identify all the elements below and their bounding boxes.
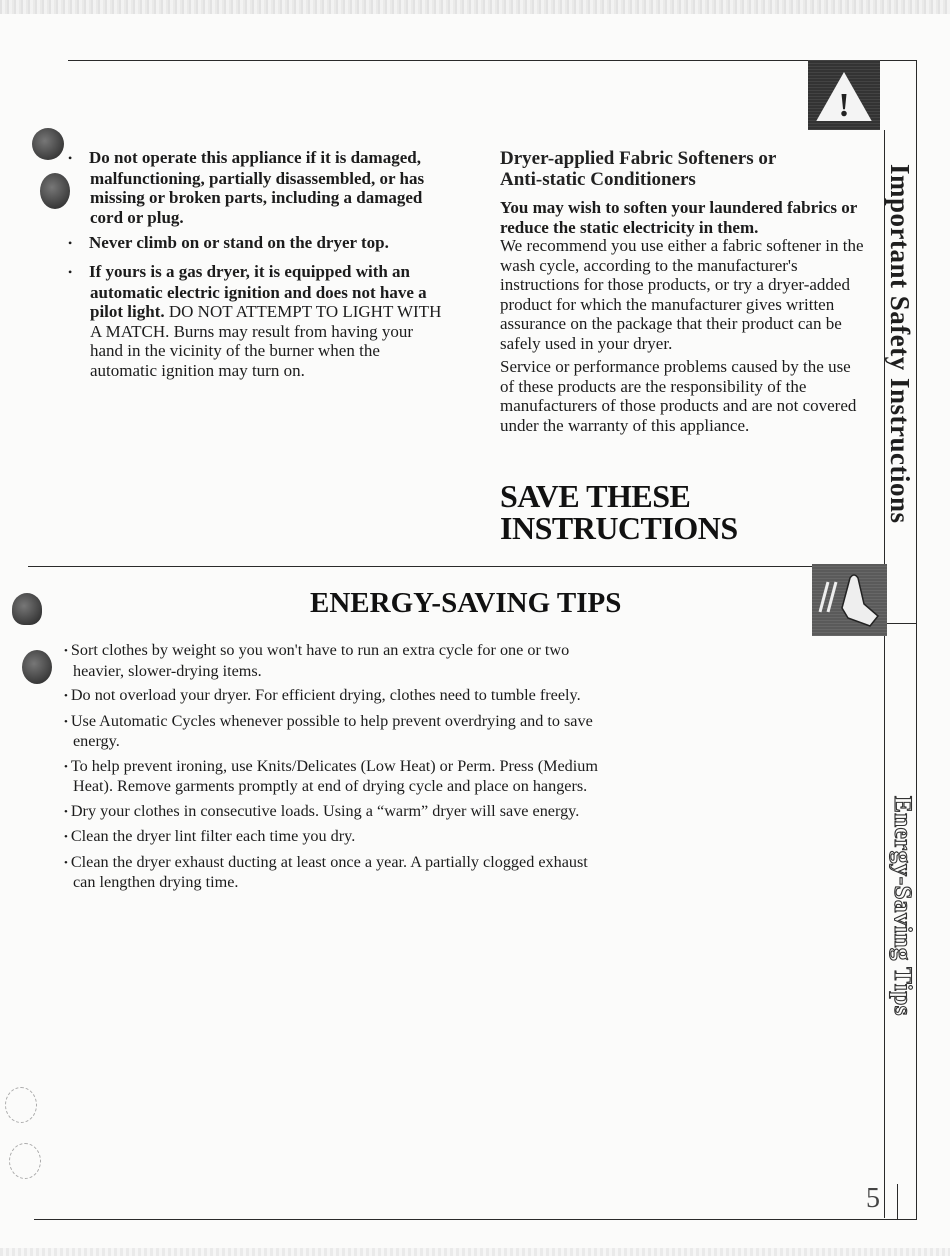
side-tab-safety: Important Safety Instructions bbox=[885, 164, 915, 524]
bullet-dot: • bbox=[68, 151, 73, 165]
warning-triangle-icon bbox=[808, 60, 880, 130]
bullet-dot: • bbox=[64, 760, 68, 773]
page-number: 5 bbox=[866, 1183, 880, 1214]
tip-text: Do not overload your dryer. For efficient drying, clothes need to tumble freely. bbox=[70, 686, 581, 704]
list-item bbox=[59, 802, 604, 823]
list-item bbox=[59, 686, 604, 707]
safety-bullet-3 bbox=[68, 262, 449, 380]
tip-text: Clean the dryer exhaust ducting at least once a year. A partially clogged exhaust can lengthen drying time. bbox=[70, 852, 588, 891]
side-tab-energy: Energy-Saving Tips bbox=[889, 796, 916, 1016]
middle-rule bbox=[28, 566, 884, 567]
list-item bbox=[59, 641, 604, 681]
bullet-dot: • bbox=[64, 645, 68, 657]
bullet-dot: • bbox=[64, 690, 68, 702]
tip-text: Clean the dryer lint filter each time you dry. bbox=[70, 827, 356, 845]
bullet-dot: • bbox=[68, 236, 73, 250]
right-tab-top-rule bbox=[880, 60, 916, 61]
safety-bullet-2-text: Never climb on or stand on the dryer top. bbox=[89, 233, 389, 252]
top-rule bbox=[68, 60, 808, 61]
scan-edge-top bbox=[0, 0, 950, 14]
right-outer-rule bbox=[916, 60, 917, 1220]
fabric-softener-paragraph-2: Service or performance problems caused by the use of these products are the responsibility of the manufacturers of those products and are not covered under the warranty of this appliance. bbox=[500, 357, 857, 435]
tip-text: Dry your clothes in consecutive loads. Using a “warm” dryer will save energy. bbox=[70, 801, 580, 820]
binder-hole-3 bbox=[12, 593, 42, 625]
hand-pressing-button-icon bbox=[812, 564, 887, 636]
bullet-dot: • bbox=[64, 715, 68, 728]
tab-divider-rule bbox=[884, 623, 917, 624]
binder-hole-6 bbox=[9, 1143, 41, 1179]
tip-text: Sort clothes by weight so you won't have to run an extra cycle for one or two heavier, slower-drying items. bbox=[70, 641, 570, 680]
safety-bullet-3-text: DO NOT ATTEMPT TO LIGHT WITH A MATCH. Burns may result from having your hand in the vicinity of the burner when the automatic ignition may turn on. bbox=[90, 302, 442, 380]
binder-hole-5 bbox=[5, 1087, 37, 1123]
save-line-1: SAVE THESE bbox=[500, 478, 691, 514]
fabric-softener-intro-text: You may wish to soften your laundered fabrics or reduce the static electricity in them. bbox=[500, 198, 858, 237]
save-these-instructions bbox=[500, 480, 738, 544]
bullet-dot: • bbox=[64, 805, 68, 818]
binder-hole-4 bbox=[22, 650, 52, 684]
list-item bbox=[59, 757, 604, 797]
safety-bullet-1-text: Do not operate this appliance if it is damaged, malfunctioning, partially disassembled, or has missing or broken parts, including a damaged cord or plug. bbox=[89, 148, 425, 227]
safety-bullet-1 bbox=[68, 148, 459, 227]
energy-tips-list bbox=[59, 641, 604, 898]
list-item bbox=[59, 712, 604, 752]
bullet-dot: • bbox=[68, 265, 73, 279]
safety-bullet-3-bold: If yours is a gas dryer, it is equipped with an automatic electric ignition and does not have a pilot light. bbox=[89, 262, 427, 321]
binder-hole-1 bbox=[32, 128, 64, 160]
tip-text: Use Automatic Cycles whenever possible to help prevent overdrying and to save energy. bbox=[70, 711, 593, 750]
bullet-dot: • bbox=[64, 856, 68, 869]
fabric-softener-intro bbox=[500, 198, 860, 237]
scan-edge-bottom bbox=[0, 1248, 950, 1256]
energy-icon-block bbox=[812, 564, 887, 636]
binder-hole-2 bbox=[40, 173, 70, 209]
fabric-softener-paragraph-1: We recommend you use either a fabric softener in the wash cycle, according to the manufacturer's instructions for those products, or try a dryer-added product for which the manufacturer gives written assurance on the package that their product can be safely used in your dryer. bbox=[500, 236, 864, 353]
bottom-rule bbox=[34, 1219, 916, 1220]
warning-glyph: ! bbox=[838, 87, 850, 124]
save-line-2: INSTRUCTIONS bbox=[500, 510, 738, 546]
bullet-dot: • bbox=[64, 831, 68, 843]
list-item bbox=[59, 853, 604, 893]
list-item bbox=[59, 827, 604, 848]
tip-text: To help prevent ironing, use Knits/Delicates (Low Heat) or Perm. Press (Medium Heat). Remove garments promptly at end of drying cycle and place on hangers. bbox=[70, 756, 598, 795]
warning-icon-block bbox=[808, 60, 880, 130]
safety-bullet-2 bbox=[68, 233, 459, 254]
energy-saving-title: ENERGY-SAVING TIPS bbox=[310, 587, 622, 619]
page-number-rule bbox=[897, 1184, 898, 1220]
fabric-softener-heading: Dryer-applied Fabric Softeners or Anti-static Conditioners bbox=[500, 148, 776, 190]
